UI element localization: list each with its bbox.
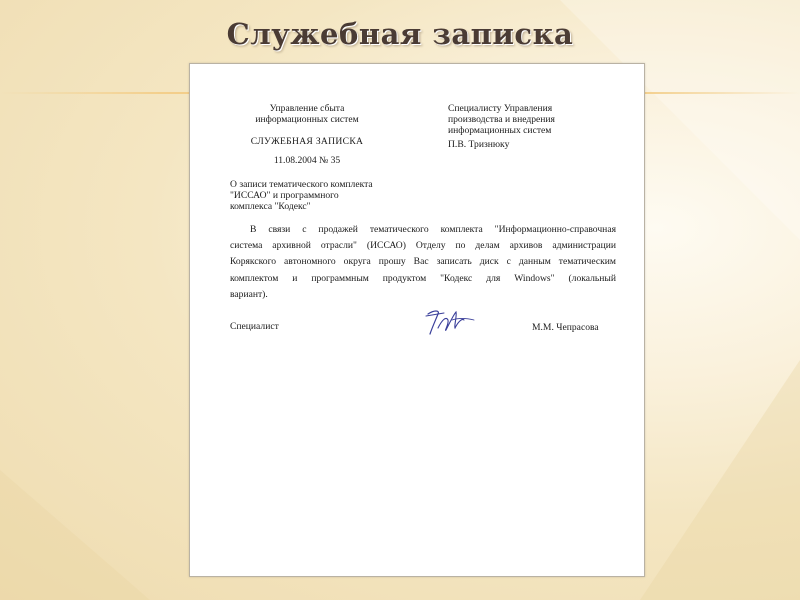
- memo-doc-type: СЛУЖЕБНАЯ ЗАПИСКА: [250, 136, 364, 147]
- memo-subject-line: О записи тематического комплекта: [230, 179, 373, 190]
- memo-date-number: 11.08.2004 № 35: [273, 155, 341, 166]
- memo-subject-line: "ИССАО" и программного: [230, 190, 339, 201]
- memo-recipient-line: информационных систем: [448, 125, 552, 136]
- memo-document: [189, 63, 645, 577]
- memo-sender: [232, 103, 382, 125]
- memo-subject: [230, 179, 373, 212]
- memo-body-line: Корякского автономного округа прошу Вас записать диск с данным тематическим: [230, 256, 616, 268]
- memo-recipient: [448, 103, 555, 136]
- memo-body-line: вариант).: [230, 288, 268, 300]
- signature-icon: [424, 306, 480, 338]
- memo-body-line: система архивной отрасли" (ИССАО) Отделу по делам архивов администрации: [230, 240, 616, 252]
- memo-sender-line: Управление сбыта: [269, 103, 345, 114]
- slide-title: Служебная записка: [226, 17, 574, 51]
- memo-sender-line: информационных систем: [255, 114, 359, 125]
- memo-signer-name: М.М. Чепрасова: [532, 322, 599, 333]
- memo-subject-line: комплекса "Кодекс": [230, 201, 311, 212]
- memo-recipient-line: Специалисту Управления: [448, 103, 553, 114]
- memo-body: [230, 222, 616, 303]
- memo-signer-role: Специалист: [230, 321, 279, 332]
- memo-recipient-line: производства и внедрения: [448, 114, 555, 125]
- memo-body-line: комплектом и программным продуктом "Кодекс для Windows" (локальный: [230, 272, 616, 284]
- memo-body-line: В связи с продажей тематического комплекта "Информационно-справочная: [250, 224, 616, 235]
- memo-recipient-name: П.В. Тризнюку: [448, 139, 510, 150]
